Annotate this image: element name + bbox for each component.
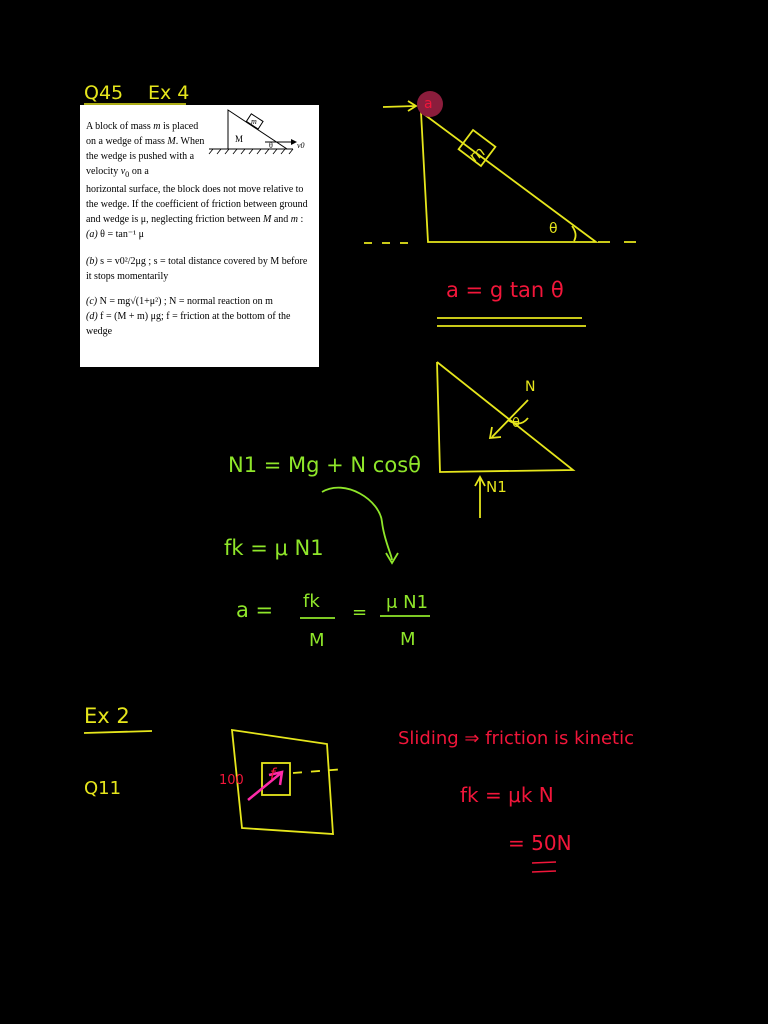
sketch-angle-label: θ: [549, 221, 558, 237]
second-exercise-label: Ex 2: [84, 704, 130, 728]
accel-numerator-fk: fk: [303, 591, 320, 612]
acceleration-label: a: [424, 96, 433, 112]
option-b: (b) s = v0²/2μg ; s = total distance covered by M before it stops momentarily: [86, 256, 308, 282]
ground-normal-label: N1: [486, 478, 507, 496]
accel-equation-lhs: a =: [236, 598, 274, 622]
friction-equation: fk = μ N1: [224, 536, 324, 560]
fbd-angle-label: θ: [512, 416, 520, 431]
sketch-block-label: m: [465, 142, 489, 166]
friction-symbol: f: [270, 765, 276, 783]
kinetic-friction-equation: fk = μk N: [460, 783, 554, 807]
block-sketch: [232, 730, 345, 834]
acceleration-arrow: [383, 106, 415, 107]
kinetic-statement: Sliding ⇒ friction is kinetic: [398, 728, 635, 749]
block-label: m: [251, 117, 257, 126]
accel-equals: =: [352, 602, 368, 623]
accel-denominator-m1: M: [309, 630, 325, 651]
exercise-label: Ex 4: [148, 82, 190, 104]
wedge-sketch: [364, 101, 640, 243]
second-question-number: Q11: [84, 778, 122, 799]
force-value-label: 100: [219, 773, 244, 788]
option-a: (a) θ = tan⁻¹ μ: [86, 229, 144, 240]
question-number: Q45: [84, 82, 124, 104]
normal-equation: N1 = Mg + N cosθ: [228, 453, 421, 477]
figure-angle-label: θ: [269, 141, 273, 150]
question-stem-start: A block of mass m is placed on a wedge of mass M. When the wedge is pushed with a velocity $v_0$ on a: [86, 121, 205, 179]
option-c: (c) N = mg√(1+μ²) ; N = normal reaction on m: [86, 296, 273, 307]
fbd-normal-label: N: [525, 379, 536, 395]
accel-numerator-mun: μ N1: [386, 592, 429, 613]
wedge-mass-label: M: [235, 134, 244, 144]
velocity-label: v0: [297, 141, 305, 150]
substitution-arrow: [322, 488, 392, 560]
result-equation: a = g tan θ: [446, 278, 564, 302]
question-stem-rest: horizontal surface, the block does not move relative to the wedge. If the coefficient of friction between ground and wedge is μ, neglecting friction between M and m :: [86, 184, 308, 225]
friction-value: = 50N: [508, 831, 572, 855]
accel-denominator-m2: M: [400, 629, 416, 650]
option-d: (d) f = (M + m) μg; f = friction at the bottom of the wedge: [86, 311, 291, 337]
